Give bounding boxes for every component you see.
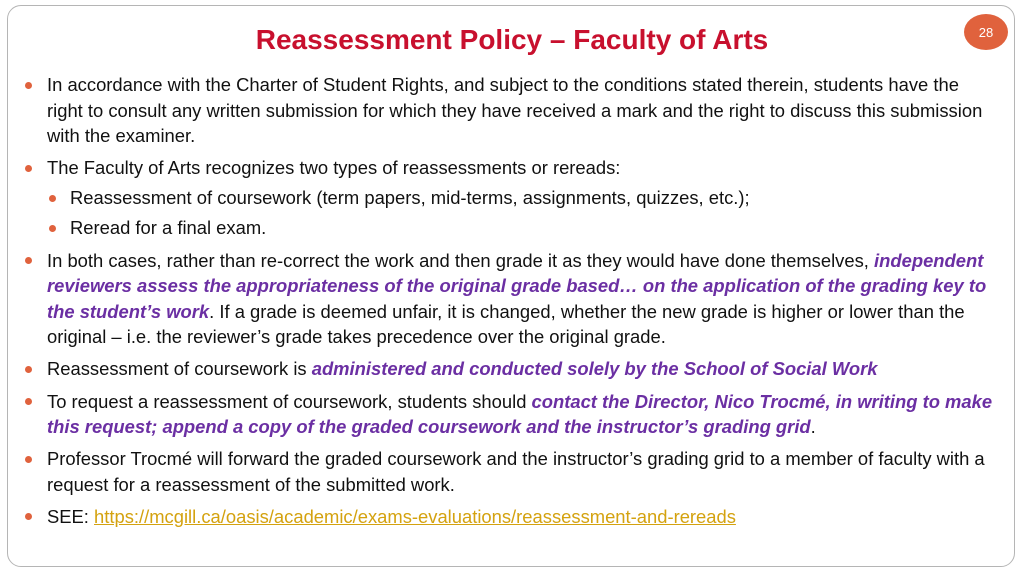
bullet-dot-icon [25,257,32,264]
bullet-administered-emphasis: administered and conducted solely by the School of Social Work [311,358,878,380]
bullet-two-types-text: The Faculty of Arts recognizes two types of reassessments or rereads: [47,157,621,179]
bullet-both-cases [22,248,997,350]
bullet-dot-icon [25,513,32,520]
bullet-list [22,72,997,530]
bullet-request [22,389,997,440]
subbullet-coursework-text: Reassessment of coursework (term papers, mid-terms, assignments, quizzes, etc.); [70,187,750,209]
subbullet-final-exam [22,215,997,241]
subbullet-final-exam-text: Reread for a final exam. [70,217,267,239]
bullet-charter-text: In accordance with the Charter of Student Rights, and subject to the conditions stated therein, students have the right to consult any written submission for which they have received a mark and the right to discuss this submission with the examiner. [47,74,983,147]
subbullet-coursework [22,185,997,211]
bullet-dot-icon [25,366,32,373]
bullet-request-pre: To request a reassessment of coursework, students should [47,390,532,412]
bullet-request-emphasis: contact the Director, Nico Trocmé, in writing to make this request; append a copy of the graded coursework and the instructor’s grading grid [47,390,993,438]
bullet-administered-pre: Reassessment of coursework is [47,358,312,380]
bullet-forward [22,446,997,497]
bullet-dot-icon [25,398,32,405]
bullet-dot-icon [25,456,32,463]
bullet-see-label: SEE: [47,505,95,527]
bullet-both-cases-emphasis: independent reviewers assess the appropriateness of the original grade based… on the application of the grading key to the student’s work [47,249,987,322]
bullet-both-cases-pre: In both cases, rather than re-correct the work and then grade it as they would have done themselves, [47,249,875,271]
bullet-dot-icon [25,82,32,89]
bullet-dot-icon [49,225,56,232]
bullet-request-post: . [810,416,816,438]
page-number: 28 [978,24,994,40]
bullet-both-cases-post: . If a grade is deemed unfair, it is changed, whether the new grade is higher or lower than the original – i.e. the reviewer’s grade takes precedence over the original grade. [47,300,965,348]
reassessment-link[interactable]: https://mcgill.ca/oasis/academic/exams-evaluations/reassessment-and-rereads [94,505,736,527]
slide-title: Reassessment Policy – Faculty of Arts [255,24,769,55]
bullet-see [22,504,997,530]
bullet-two-types [22,155,997,181]
bullet-administered [22,356,997,382]
bullet-charter [22,72,997,149]
bullet-dot-icon [25,165,32,172]
bullet-dot-icon [49,195,56,202]
bullet-forward-text: Professor Trocmé will forward the graded coursework and the instructor’s grading grid to a member of faculty with a request for a reassessment of the submitted work. [47,448,985,495]
